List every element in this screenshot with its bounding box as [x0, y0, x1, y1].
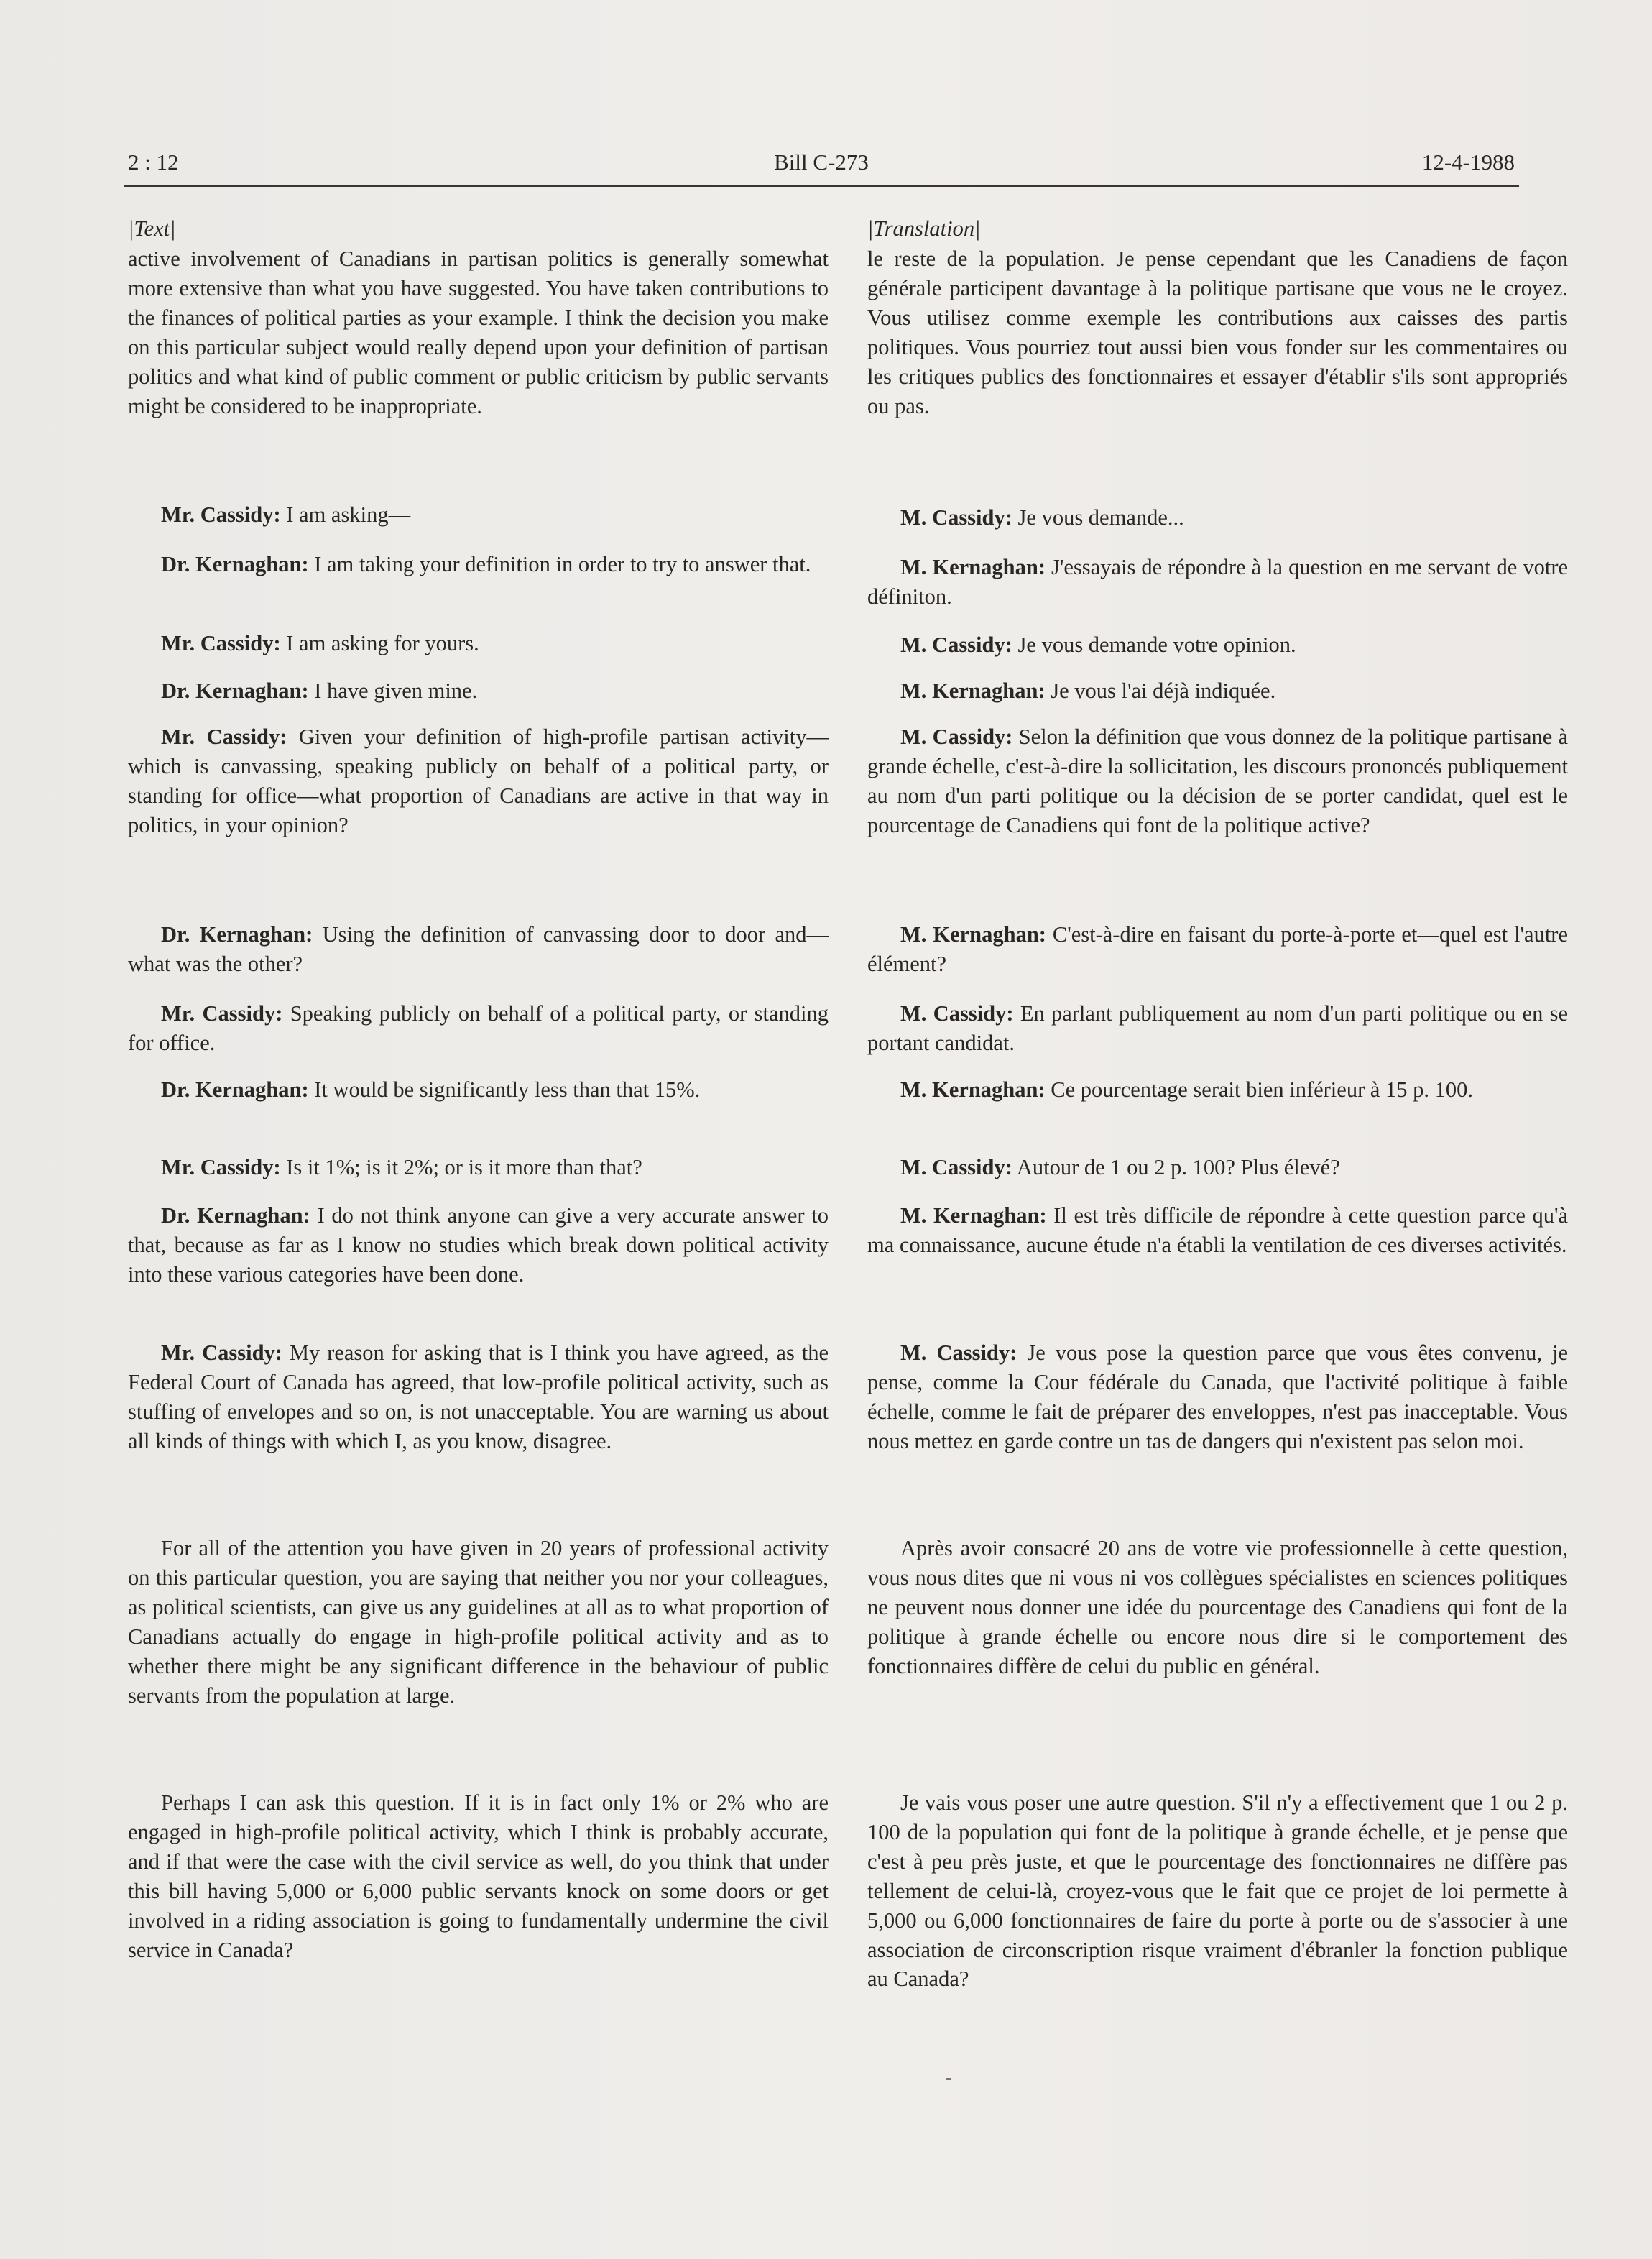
speaker: M. Kernaghan: — [900, 555, 1046, 579]
speech-text: Given your definition of high-profile partisan activity—which is canvassing, speaking publicly on behalf of a political party, or standing for office—what proportion of Canadians are active in that way in politics, in your opinion? — [128, 724, 829, 837]
column-label: |Translation| — [867, 216, 981, 241]
speaker: Dr. Kernaghan: — [161, 1077, 309, 1102]
paragraph — [128, 244, 829, 420]
paragraph-text: Perhaps I can ask this question. If it is in fact only 1% or 2% who are engaged in high-profile political activity, which I think is probably accurate, and if that were the case with the civil service as well, do you think that under this bill having 5,000 or 6,000 public servants knock on some doors or get involved in a riding association is going to fundamentally undermine the civil service in Canada? — [128, 1790, 829, 1962]
speech-text: I am taking your definition in order to try to answer that. — [314, 552, 811, 576]
speech — [867, 503, 1568, 533]
speaker: Dr. Kernaghan: — [161, 678, 309, 703]
speech-text: Speaking publicly on behalf of a political party, or standing for office. — [128, 1001, 829, 1055]
speaker: M. Cassidy: — [900, 1155, 1012, 1179]
speech — [128, 920, 829, 979]
speech-text: Il est très difficile de répondre à cette question parce qu'à ma connaissance, aucune étude n'a établi la ventilation de ces diverses activités. — [867, 1203, 1568, 1257]
speaker: Mr. Cassidy: — [161, 1155, 281, 1179]
speaker: Mr. Cassidy: — [161, 1340, 282, 1365]
speech — [867, 1153, 1568, 1182]
speech — [867, 630, 1568, 660]
speech-text: It would be significantly less than that 15%. — [314, 1077, 701, 1102]
paragraph — [867, 1788, 1568, 1994]
speech-text: Ce pourcentage serait bien inférieur à 15 p. 100. — [1051, 1077, 1474, 1102]
header-rule — [124, 185, 1519, 187]
paragraph — [128, 1788, 829, 1964]
speech — [128, 676, 829, 706]
bill-title: Bill C-273 — [774, 149, 869, 175]
french-column — [867, 214, 1569, 1992]
speech-text: I am asking for yours. — [286, 631, 479, 655]
stray-mark — [946, 2078, 951, 2080]
speaker: M. Cassidy: — [900, 1340, 1017, 1365]
speech — [128, 722, 829, 840]
speech — [867, 1201, 1568, 1260]
speech — [128, 999, 829, 1058]
speaker: M. Kernaghan: — [900, 922, 1046, 947]
speaker: Mr. Cassidy: — [161, 502, 281, 527]
speech — [128, 500, 829, 530]
speaker: Dr. Kernaghan: — [161, 1203, 310, 1228]
paragraph-text: Après avoir consacré 20 ans de votre vie professionnelle à cette question, vous nous dites que ni vous ni vos collègues spécialistes en sciences politiques ne peuvent nous donner une idée du pourcentage des Canadiens qui font de la politique à grande échelle ou encore nous dire si le comportement des fonctionnaires diffère de celui du public en général. — [867, 1536, 1568, 1678]
paragraph-text: active involvement of Canadians in partisan politics is generally somewhat more extensive than what you have suggested. You have taken contributions to the finances of political parties as your example. I think the decision you make on this particular subject would really depend upon your definition of partisan politics and what kind of public comment or public criticism by public servants might be considered to be inappropriate. — [128, 247, 829, 418]
paragraph-text: Je vais vous poser une autre question. S'il n'y a effectivement que 1 ou 2 p. 100 de la population qui font de la politique à grande échelle, et je pense que c'est à peu près juste, et que le pourcentage des fonctionnaires ne diffère pas tellement de celui-là, croyez-vous que le fait que ce projet de loi permette à 5,000 ou 6,000 fonctionnaires de faire du porte à porte ou de s'associer à une association de circonscription risque vraiment d'ébranler la fonction publique au Canada? — [867, 1790, 1568, 1992]
speech — [128, 1153, 829, 1182]
speech — [867, 553, 1568, 612]
speech — [128, 1338, 829, 1456]
speech — [128, 1201, 829, 1289]
speaker: M. Cassidy: — [900, 632, 1012, 657]
speech — [867, 676, 1568, 706]
paragraph — [867, 244, 1568, 420]
speech-text: Autour de 1 ou 2 p. 100? Plus élevé? — [1016, 1155, 1340, 1179]
speech — [128, 550, 829, 579]
speech-text: C'est-à-dire en faisant du porte-à-porte et—quel est l'autre élément? — [867, 922, 1569, 976]
page-date: 12-4-1988 — [1421, 149, 1515, 175]
speech — [867, 1338, 1568, 1456]
column-label: |Text| — [128, 216, 176, 241]
speech-text: En parlant publiquement au nom d'un parti politique ou en se portant candidat. — [867, 1001, 1568, 1055]
speech-text: Is it 1%; is it 2%; or is it more than that? — [286, 1155, 642, 1179]
page-number: 2 : 12 — [128, 149, 179, 175]
speech-text: J'essayais de répondre à la question en me servant de votre définiton. — [867, 555, 1569, 609]
page-header — [128, 149, 1515, 181]
english-column — [128, 214, 829, 1962]
speech-text: I do not think anyone can give a very accurate answer to that, because as far as I know no studies which break down political activity into these various categories have been done. — [128, 1203, 829, 1287]
speaker: Dr. Kernaghan: — [161, 922, 313, 947]
speech — [128, 629, 829, 658]
speech — [867, 722, 1568, 840]
speech-text: I have given mine. — [314, 678, 478, 703]
speech — [867, 999, 1568, 1058]
speech-text: I am asking— — [286, 502, 411, 527]
paragraph-text: For all of the attention you have given in 20 years of professional activity on this particular question, you are saying that neither you nor your colleagues, as political scientists, can give us any guidelines at all as to what proportion of Canadians actually do engage in high-profile political activity and as to whether there might be any significant difference in the behaviour of public servants from the population at large. — [128, 1536, 829, 1708]
speaker: M. Cassidy: — [900, 724, 1013, 749]
speaker: M. Cassidy: — [900, 505, 1012, 530]
speech-text: Selon la définition que vous donnez de la politique partisane à grande échelle, c'est-à-dire la sollicitation, les discours prononcés publiquement au nom d'un parti politique ou la décision de se porter candidat, quel est le pourcentage de Canadiens qui font de la politique active? — [867, 724, 1568, 837]
paragraph-text: le reste de la population. Je pense cependant que les Canadiens de façon générale participent davantage à la politique partisane que vous ne le croyez. Vous utilisez comme exemple les contributions aux caisses des partis politiques. Vous pourriez tout aussi bien vous fonder sur les commentaires ou les critiques publics des fonctionnaires et essayer d'établir s'ils sont appropriés ou pas. — [867, 247, 1568, 418]
speech-text: Je vous demande... — [1017, 505, 1184, 530]
speech-text: Using the definition of canvassing door to door and—what was the other? — [128, 922, 829, 976]
paragraph — [867, 1534, 1568, 1681]
speaker: Mr. Cassidy: — [161, 1001, 283, 1026]
paragraph — [128, 1534, 829, 1710]
speaker: M. Kernaghan: — [900, 678, 1046, 703]
speech — [867, 1075, 1568, 1105]
speaker: M. Kernaghan: — [900, 1203, 1047, 1228]
speech-text: Je vous demande votre opinion. — [1017, 632, 1296, 657]
speech-text: Je vous l'ai déjà indiquée. — [1051, 678, 1276, 703]
speech — [867, 920, 1568, 979]
speaker: Dr. Kernaghan: — [161, 552, 309, 576]
speaker: M. Kernaghan: — [900, 1077, 1046, 1102]
speaker: Mr. Cassidy: — [161, 631, 281, 655]
speech-text: My reason for asking that is I think you have agreed, as the Federal Court of Canada has agreed, that low-profile political activity, such as stuffing of envelopes and so on, is not unacceptable. You are warning us about all kinds of things with which I, as you know, disagree. — [128, 1340, 829, 1453]
speaker: Mr. Cassidy: — [161, 724, 287, 749]
speech-text: Je vous pose la question parce que vous êtes convenu, je pense, comme la Cour fédérale du Canada, que l'activité politique à faible échelle, comme le fait de préparer des enveloppes, n'est pas inacceptable. Vous nous mettez en garde contre un tas de dangers qui n'existent pas selon moi. — [867, 1340, 1568, 1453]
speaker: M. Cassidy: — [900, 1001, 1014, 1026]
speech — [128, 1075, 829, 1105]
